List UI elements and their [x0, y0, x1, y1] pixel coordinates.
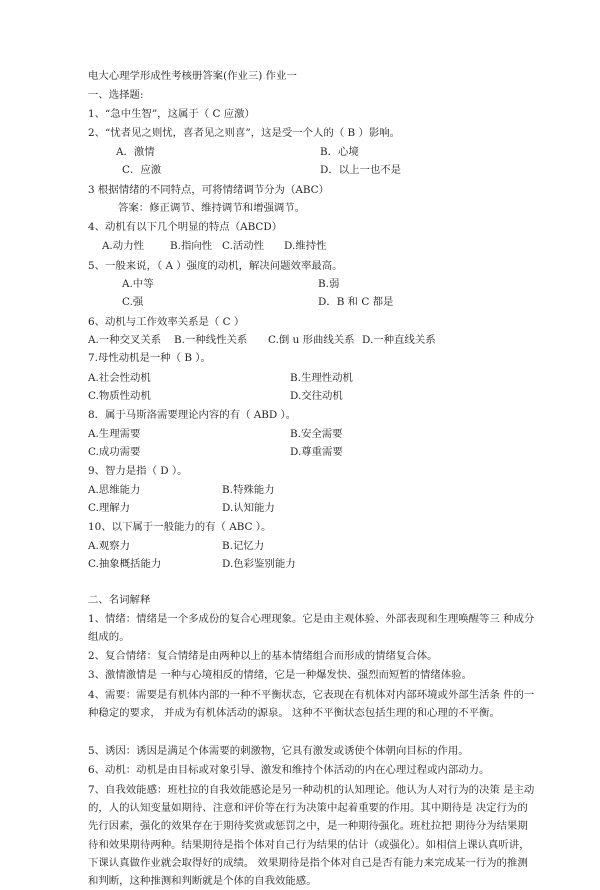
- q2-option-c: C．应激: [122, 164, 162, 176]
- question-10: 10、以下属于一般能力的有（ ABC ）。: [88, 521, 272, 533]
- question-2: 2、“忧者见之则忧，喜者见之则喜”，这是受一个人的（ B ）影响。: [88, 127, 401, 139]
- q10-option-b: B.记忆力: [222, 540, 265, 552]
- q7-option-a: A.社会性动机: [88, 372, 151, 384]
- q8-option-c: C.成功需要: [88, 446, 141, 458]
- q2-option-b: B．心境: [320, 146, 359, 158]
- q7-option-c: C.物质性动机: [88, 390, 151, 402]
- q4-option-a: A.动力性: [102, 240, 144, 252]
- question-4: 4、动机有以下几个明显的特点（ABCD）: [88, 221, 283, 233]
- q4-option-c: C.活动性: [222, 240, 265, 252]
- q6-option-d: D.一种直线关系: [362, 334, 436, 346]
- question-6: 6、动机与工作效率关系是（ C ）: [88, 316, 245, 328]
- question-7: 7.母性动机是一种（ B ）。: [88, 352, 211, 364]
- question-1: 1、“急中生智”，这属于（ C 应激）: [88, 108, 255, 120]
- q2-option-d: D．以上一也不是: [320, 164, 402, 176]
- q2-option-a: A．激情: [116, 146, 155, 158]
- definition-complex-emotion: 2、复合情绪：复合情绪是由两种以上的基本情绪组合而形成的情绪复合体。: [88, 650, 438, 662]
- definition-self-efficacy: 7、自我效能感：班杜拉的自我效能感论是另一种动机的认知理论。他认为人对行为的决策 是主动的，人的认知变量如期待、注意和评价等在行为决策中起着重要的作用。其中期待是 决定行为的先行因素，强化的效果存在于期待奖赏或惩罚之中，是一种期待强化。班杜拉把 期待分为结果期待和效果期待两种。结果期待是指个体对自己行为结果的估计（或强化）。如相信上课认真听讲， 下课认真做作业就会取得好的成绩。 效果期待是指个体对自己是否有能力来完成某一行为的推测和判断，这种推测和判断就是个体的自我效能感。: [88, 784, 535, 888]
- definition-emotion: 1、情绪：情绪是一个多成份的复合心理现象。它是由主观体验、外部表现和生理唤醒等三 种成分组成的。: [88, 613, 535, 644]
- q9-option-b: B.特殊能力: [222, 484, 275, 496]
- definition-incentive: 5、诱因：诱因是满足个体需要的刺激物，它具有激发或诱使个体朝向目标的作用。: [88, 745, 469, 757]
- q3-answer: 答案：修正调节、维持调节和增强调节。: [118, 202, 306, 214]
- q4-option-b: B.指向性: [170, 240, 213, 252]
- q6-option-b: B.一种线性关系: [174, 334, 248, 346]
- q7-option-b: B.生理性动机: [290, 372, 353, 384]
- q10-option-c: C.抽象概括能力: [88, 558, 162, 570]
- question-5: 5、一般来说，（ A ）强度的动机，解决问题效率最高。: [88, 260, 343, 272]
- question-3: 3 根据情绪的不同特点，可将情绪调节分为（ABC）: [88, 184, 330, 196]
- q6-option-c: C.倒 u 形曲线关系: [268, 334, 355, 346]
- q5-option-c: C.强: [122, 296, 144, 308]
- q8-option-d: D.尊重需要: [290, 446, 343, 458]
- doc-title: 电大心理学形成性考核册答案(作业三) 作业一: [88, 70, 297, 82]
- q7-option-d: D.交往动机: [290, 390, 343, 402]
- q9-option-d: D.认知能力: [222, 502, 275, 514]
- q6-option-a: A.一种交叉关系: [88, 334, 162, 346]
- definition-motivation: 6、动机：动机是由目标或对象引导、激发和维持个体活动的内在心理过程或内部动力。: [88, 764, 490, 776]
- definition-need: 4、需要：需要是有机体内部的一种不平衡状态，它表现在有机体对内部环境或外部生活条 件的一种稳定的要求， 并成为有机体活动的源泉。 这种不平衡状态包括生理的和心理的不平衡。: [88, 689, 535, 720]
- definition-passion: 3、激情激情是 一种与心境相反的情绪，它是一种爆发快、强烈而短暂的情绪体验。: [88, 669, 472, 681]
- q8-option-b: B.安全需要: [290, 428, 343, 440]
- q4-option-d: D.维持性: [284, 240, 327, 252]
- q5-option-b: B.弱: [318, 278, 340, 290]
- q10-option-d: D.色彩鉴别能力: [222, 558, 296, 570]
- section-heading-definitions: 二、名词解释: [88, 594, 151, 606]
- q8-option-a: A.生理需要: [88, 428, 141, 440]
- section-heading-choice: 一、选择题:: [88, 89, 144, 101]
- q5-option-a: A.中等: [122, 278, 154, 290]
- question-9: 9、智力是指（ D ）。: [88, 465, 188, 477]
- q5-option-d: D．B 和 C 都是: [318, 296, 394, 308]
- q10-option-a: A.观察力: [88, 540, 130, 552]
- question-8: 8．属于马斯洛需要理论内容的有（ ABD ）。: [88, 409, 297, 421]
- q9-option-a: A.思维能力: [88, 484, 141, 496]
- q9-option-c: C.理解力: [88, 502, 131, 514]
